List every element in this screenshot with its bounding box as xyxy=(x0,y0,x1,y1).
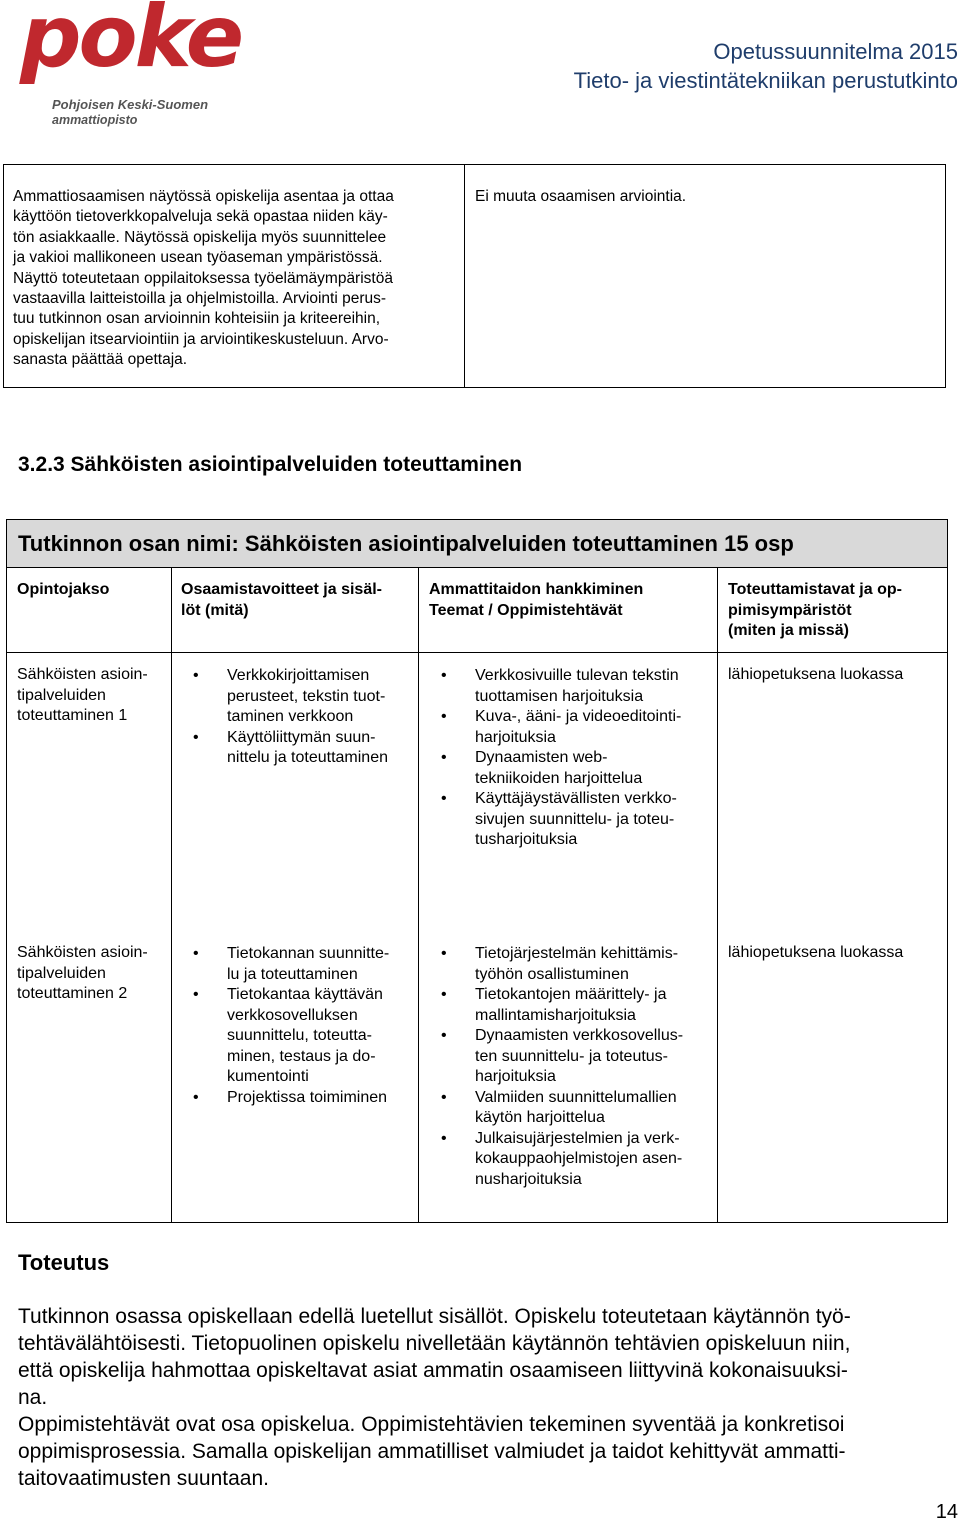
column-header-tasks xyxy=(429,580,714,621)
row1-tasks xyxy=(429,666,716,851)
implementation-line: oppimisprosessia. Samalla opiskelijan ammatilliset valmiudet ja taidot kehittyvät ammatti- xyxy=(18,1440,846,1463)
assessment-line: Ammattiosaamisen näytössä opiskelija asentaa ja ottaa xyxy=(13,188,394,205)
list-item: • Käyttäjäystävällisten verkko- sivujen suunnittelu- ja toteu- tusharjoituksia xyxy=(441,790,677,848)
bullet-icon: • xyxy=(441,945,447,962)
row2-goals xyxy=(181,944,416,1108)
assessment-line: opiskelijan itsearviointiin ja arviointikeskusteluun. Arvo- xyxy=(13,330,389,348)
column-header-methods xyxy=(728,580,943,642)
assessment-line: käyttöön tietoverkkopalveluja sekä opastaa niiden käy- xyxy=(13,208,388,226)
row1-goals xyxy=(181,666,416,769)
assessment-line: ja vakioi mallikoneen usean työaseman ympäristössä. xyxy=(13,249,383,267)
assessment-line: Näyttö toteutetaan oppilaitoksessa työelämäympäristöä xyxy=(13,269,393,287)
column-header-goals xyxy=(181,580,413,621)
list-item: • Dynaamisten web- tekniikoiden harjoittelua xyxy=(441,749,643,787)
implementation-line: Oppimistehtävät ovat osa opiskelua. Oppimistehtävien tekeminen syventää ja konkretisoi xyxy=(18,1413,845,1436)
header-curriculum: Opetussuunnitelma 2015 xyxy=(713,39,958,64)
list-item: • Kuva-, ääni- ja videoeditointi- harjoituksia xyxy=(441,708,682,746)
table-border xyxy=(171,567,172,1223)
bullet-icon: • xyxy=(193,986,199,1003)
course-line: toteuttaminen 2 xyxy=(17,985,128,1002)
section-title: 3.2.3 Sähköisten asiointipalveluiden toteuttaminen xyxy=(18,453,523,476)
bullet-icon: • xyxy=(193,1088,199,1106)
bullet-icon: • xyxy=(193,945,199,962)
list-item: • Tietojärjestelmän kehittämis- työhön osallistuminen xyxy=(441,945,679,983)
bullet-icon: • xyxy=(193,728,199,746)
implementation-line: Tutkinnon osassa opiskellaan edellä luetellut sisällöt. Opiskelu toteutetaan käytännön työ- xyxy=(18,1305,851,1328)
header-line: Toteuttamistavat ja op- xyxy=(728,581,902,598)
implementation-text xyxy=(18,1303,948,1492)
bullet-icon: • xyxy=(193,667,199,684)
bullet-icon: • xyxy=(441,749,447,766)
bullet-icon: • xyxy=(441,1027,447,1044)
poke-logo xyxy=(18,0,242,130)
assessment-line: sanasta päättää opettaja. xyxy=(13,351,188,369)
implementation-line: taitovaatimusten suuntaan. xyxy=(18,1467,269,1490)
implementation-line: tehtävälähtöisesti. Tietopuolinen opiskelu nivelletään käytännön tehtävien opiskeluun niin, xyxy=(18,1332,851,1355)
list-item: • Projektissa toimiminen xyxy=(181,1088,416,1109)
course-line: Sähköisten asioin- xyxy=(17,944,148,961)
logo-wordmark: poke xyxy=(20,0,242,87)
table-border xyxy=(418,567,419,1223)
table-border xyxy=(6,1222,948,1223)
list-item: • Valmiiden suunnittelumallien käytön harjoittelua xyxy=(441,1088,677,1126)
table-border xyxy=(6,567,948,568)
list-item: • Dynaamisten verkkosovellus- ten suunnittelu- ja toteutus- harjoituksia xyxy=(441,1027,684,1085)
logo-subtitle-2: ammattiopisto xyxy=(52,113,138,127)
table-border xyxy=(6,652,948,653)
table-title: Tutkinnon osan nimi: Sähköisten asiointipalveluiden toteuttaminen 15 osp xyxy=(18,531,794,556)
table-border xyxy=(947,519,948,1223)
course-line: toteuttaminen 1 xyxy=(17,707,128,724)
assessment-description xyxy=(13,187,453,371)
table-border xyxy=(717,567,718,1223)
page-number: 14 xyxy=(935,1501,958,1523)
table-border xyxy=(6,519,948,520)
assessment-line: tön asiakkaalle. Näytössä opiskelija myös suunnittelee xyxy=(13,228,387,246)
assessment-other: Ei muuta osaamisen arviointia. xyxy=(475,188,687,205)
bullet-icon: • xyxy=(441,790,447,807)
course-line: tipalveluiden xyxy=(17,686,106,704)
bullet-icon: • xyxy=(441,986,447,1003)
assessment-line: vastaavilla laitteistoilla ja ohjelmistoilla. Arviointi perus- xyxy=(13,290,387,308)
assessment-line: tuu tutkinnon osan arvioinnin kohteisiin ja kriteereihin, xyxy=(13,310,381,328)
list-item: • Käyttöliittymän suun- nittelu ja toteuttaminen xyxy=(193,728,388,766)
bullet-icon: • xyxy=(441,1129,447,1147)
row2-tasks xyxy=(429,944,716,1190)
list-item: • Tietokannan suunnitte- lu ja toteuttaminen xyxy=(193,945,390,983)
list-item: • Tietokantojen määrittely- ja mallintamisharjoituksia xyxy=(441,986,667,1024)
list-item: • Verkkosivuille tulevan tekstin tuottamisen harjoituksia xyxy=(441,667,679,705)
header-line: Opintojakso xyxy=(17,581,110,598)
logo-subtitle-1: Pohjoisen Keski-Suomen xyxy=(52,97,209,112)
header-line: Osaamistavoitteet ja sisäl- xyxy=(181,581,382,598)
assessment-divider xyxy=(464,165,465,387)
header-line: Ammattitaidon hankkiminen xyxy=(429,581,644,598)
list-item: • Tietokantaa käyttävän verkkosovelluksen suunnittelu, toteutta- minen, testaus ja do- kumentointi xyxy=(193,986,383,1085)
implementation-line: na. xyxy=(18,1386,48,1409)
row2-course xyxy=(17,943,167,1005)
column-header-course xyxy=(17,580,167,601)
row2-method: lähiopetuksena luokassa xyxy=(728,944,904,961)
header-line: löt (mitä) xyxy=(181,601,249,619)
implementation-heading: Toteutus xyxy=(18,1250,110,1275)
header-degree: Tieto- ja viestintätekniikan perustutkinto xyxy=(573,68,958,93)
table-border xyxy=(6,519,7,1223)
bullet-icon: • xyxy=(441,667,447,684)
header-line: Teemat / Oppimistehtävät xyxy=(429,601,623,619)
row1-method: lähiopetuksena luokassa xyxy=(728,666,904,683)
implementation-line: että opiskelija hahmottaa opiskeltavat asiat ammatin osaamiseen liittyvinä kokonaisuuksi- xyxy=(18,1359,848,1382)
bullet-icon: • xyxy=(441,1088,447,1106)
course-line: tipalveluiden xyxy=(17,964,106,982)
bullet-icon: • xyxy=(441,708,447,725)
row1-course xyxy=(17,665,167,727)
header-line: pimisympäristöt xyxy=(728,601,852,619)
header-line: (miten ja missä) xyxy=(728,622,849,639)
list-item: • Verkkokirjoittamisen perusteet, tekstin tuot- taminen verkkoon xyxy=(193,667,386,725)
list-item: • Julkaisujärjestelmien ja verk- kokauppaohjelmistojen asen- nusharjoituksia xyxy=(441,1129,683,1188)
assessment-box xyxy=(3,164,946,388)
course-line: Sähköisten asioin- xyxy=(17,666,148,683)
